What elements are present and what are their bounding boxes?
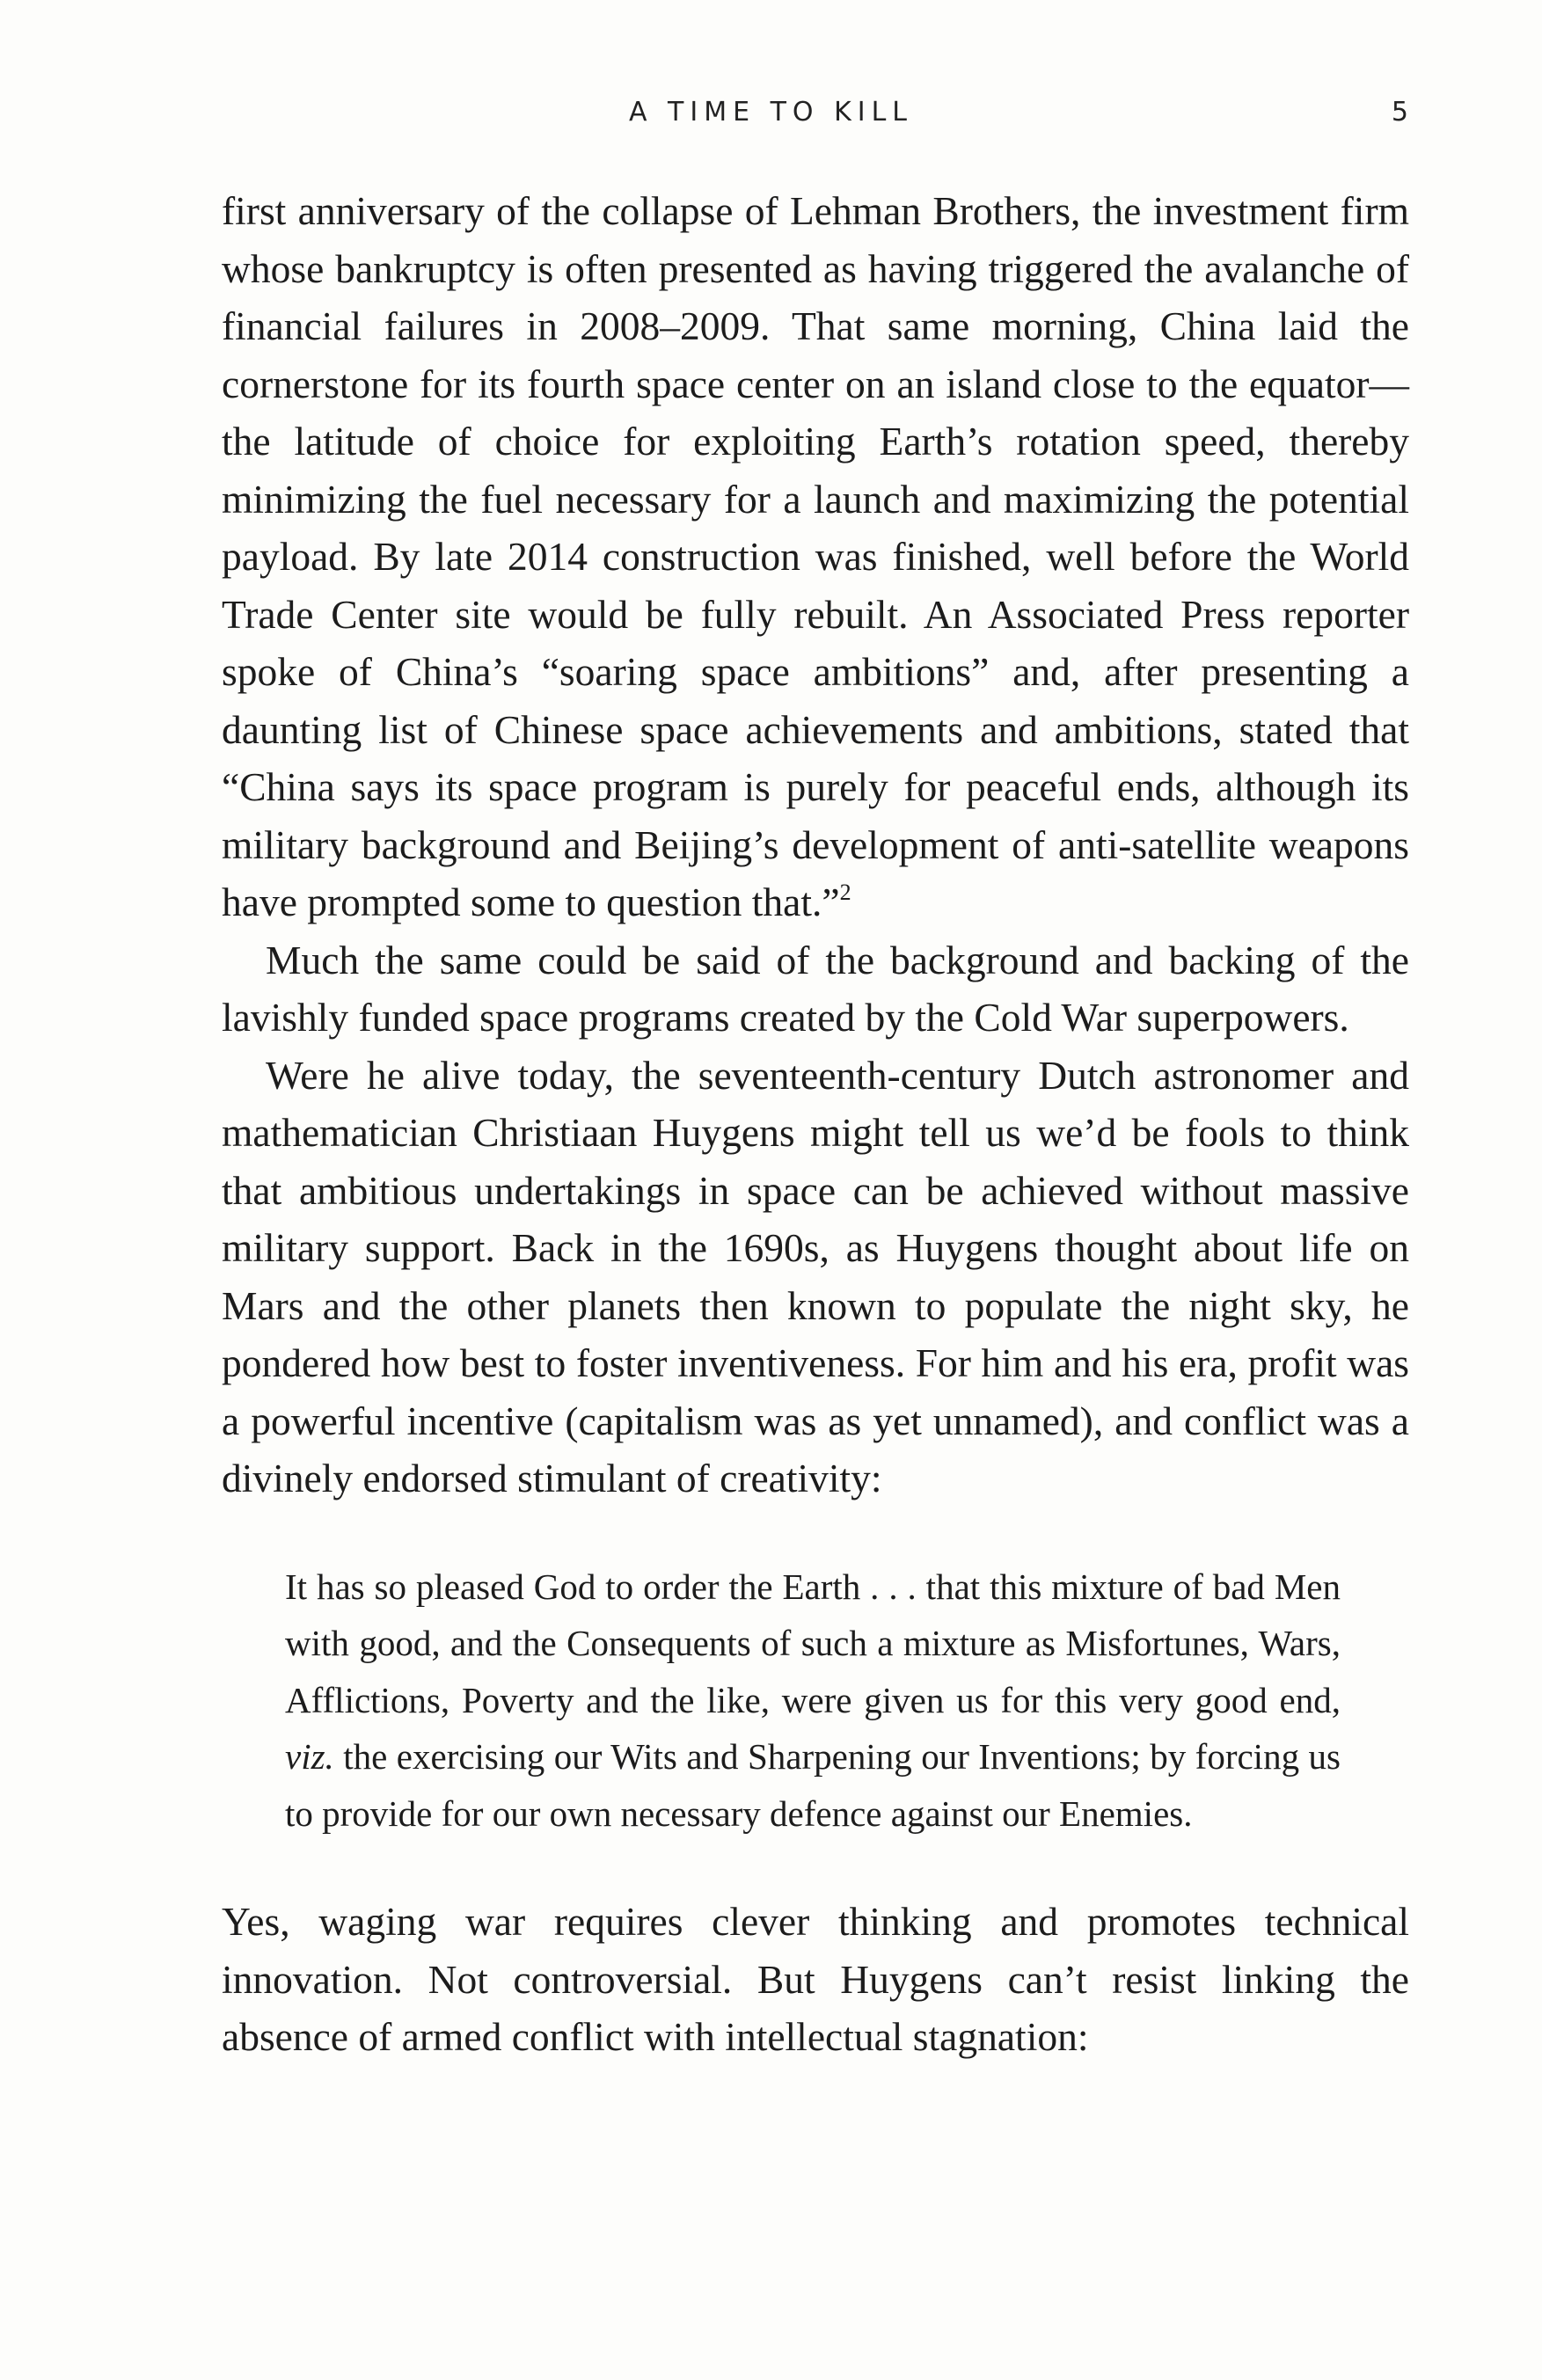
footnote-marker: 2 <box>839 880 851 905</box>
paragraph-2: Much the same could be said of the background and backing of the lavishly funded space programs created by the Cold War superpowers. <box>222 937 1409 1040</box>
running-title: A TIME TO KILL <box>628 97 914 128</box>
paragraph-3: Were he alive today, the seventeenth-century Dutch astronomer and mathematician Christiaan Huygens might tell us we’d be fools to think that ambitious undertakings in space can be achieved without massive military support. Back in the 1690s, as Huygens thought about life on Mars and the other planets then known to populate the night sky, he pondered how best to foster inventiveness. For him and his era, profit was a powerful incentive (capitalism was as yet unnamed), and conflict was a divinely endorsed stimulant of creativity: <box>222 1052 1409 1500</box>
quote-text-part1: It has so pleased God to order the Earth . . . that this mixture of bad Men with good, and the Consequents of such a mixture as Misfortunes, Wars, Afflictions, Poverty and the like, were given us for this very good end, <box>285 1566 1341 1720</box>
paragraph-1-text: first anniversary of the collapse of Lehman Brothers, the investment firm whose bankruptcy is often presented as having triggered the avalanche of financial failures in 2008–2009. That same morning, China laid the cornerstone for its fourth space center on an island close to the equator—the latitude of choice for exploiting Earth’s rotation speed, thereby minimizing the fuel necessary for a launch and maximizing the potential payload. By late 2014 construction was finished, well before the World Trade Center site would be fully rebuilt. An Associated Press reporter spoke of China’s “soaring space ambitions” and, after presenting a daunting list of Chinese space achievements and ambitions, stated that “China says its space program is purely for peaceful ends, although its military background and Beijing’s development of anti-satellite weapons have prompted some to question that.” <box>222 188 1409 924</box>
page-number: 5 <box>1391 97 1408 128</box>
huygens-quote <box>285 1559 1341 1843</box>
paragraph-1 <box>222 182 1409 931</box>
quote-italic-viz: viz. <box>285 1736 334 1777</box>
body-text <box>222 182 1409 2066</box>
quote-text-part2: the exercising our Wits and Sharpening our Inventions; by forcing us to provide for our own necessary defence against our Enemies. <box>285 1736 1341 1834</box>
running-head <box>0 91 1542 135</box>
paragraph-4: Yes, waging war requires clever thinking and promotes technical innovation. Not controversial. But Huygens can’t resist linking the absence of armed conflict with intellectual stagnation: <box>222 1899 1409 2059</box>
